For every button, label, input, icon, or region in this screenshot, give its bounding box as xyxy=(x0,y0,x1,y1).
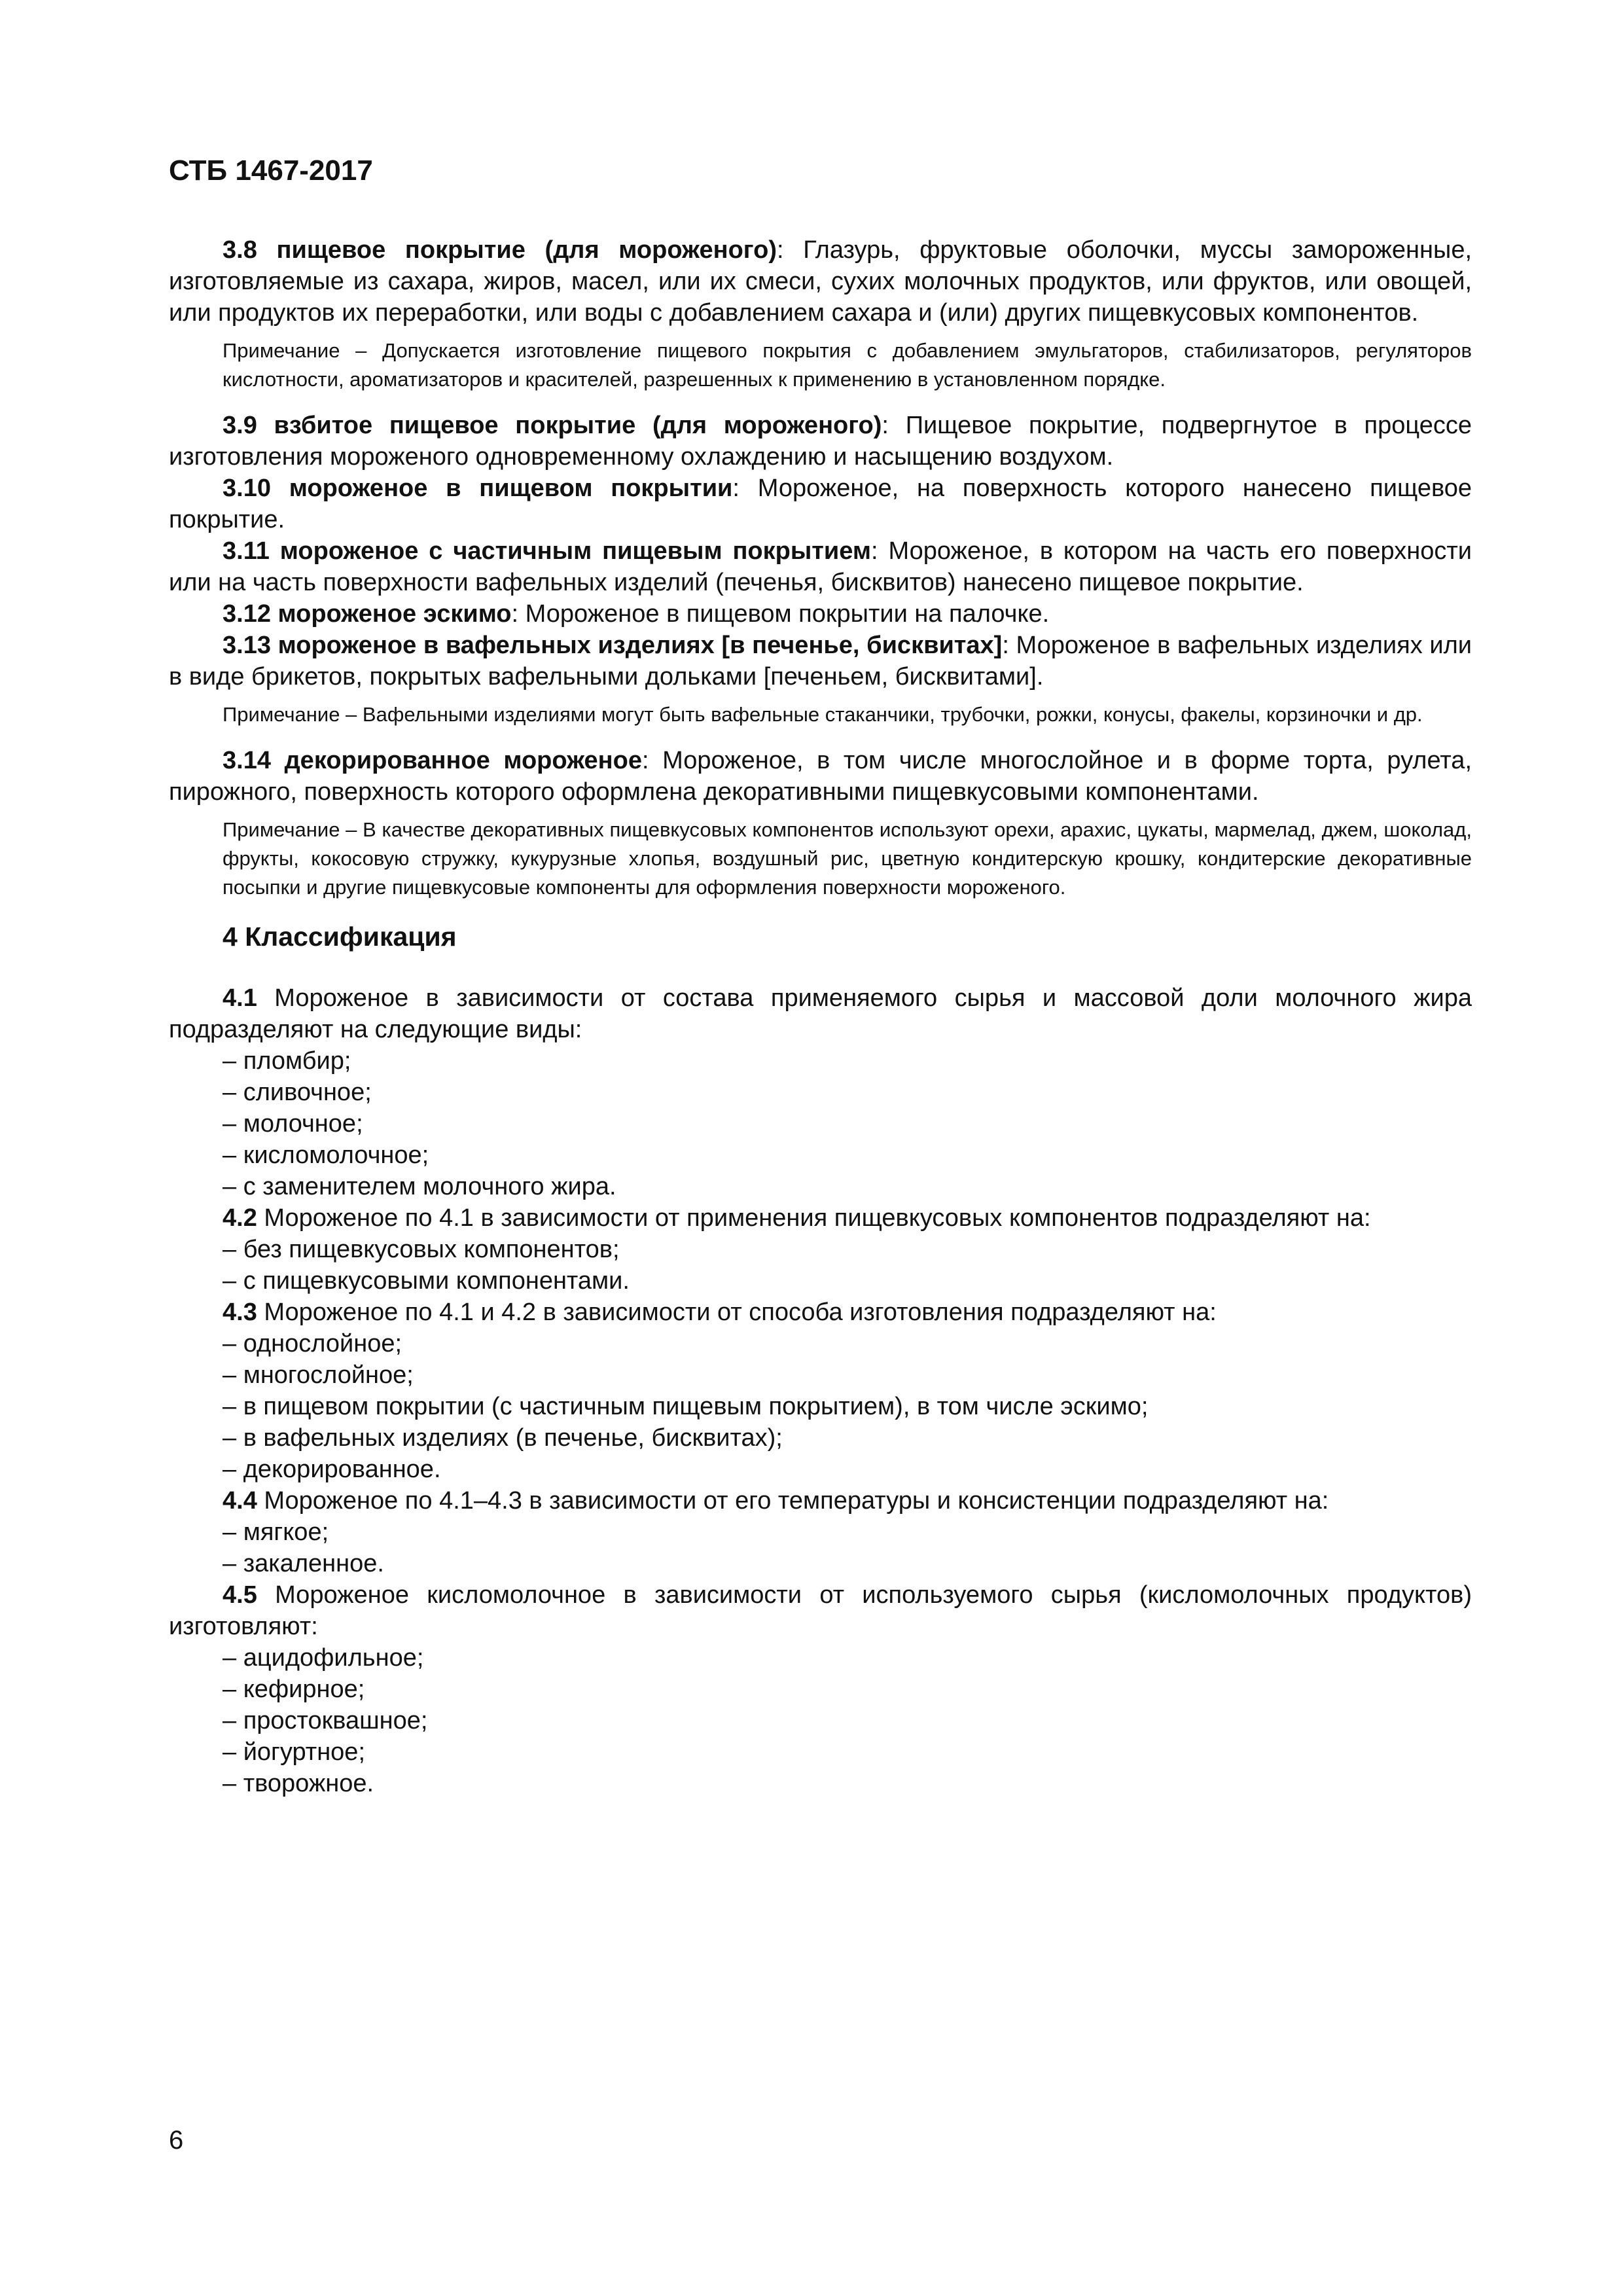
list-item: – кефирное; xyxy=(223,1676,365,1703)
clause-text: Мороженое кисломолочное в зависимости от используемого сырья (кисломолочных продуктов) изготовляют: xyxy=(169,1581,1472,1640)
note-3-13: Примечание – Вафельными изделиями могут быть вафельные стаканчики, трубочки, рожки, конусы, факелы, корзиночки и др. xyxy=(223,703,1423,726)
clause-4-2 xyxy=(169,1202,1472,1234)
list-item: – с заменителем молочного жира. xyxy=(223,1173,616,1200)
clause-text: Мороженое по 4.1 в зависимости от применения пищевкусовых компонентов подразделяют на: xyxy=(257,1204,1371,1232)
list-item: – в пищевом покрытии (с частичным пищевым покрытием), в том числе эскимо; xyxy=(223,1393,1149,1420)
clause-text: Мороженое по 4.1 и 4.2 в зависимости от способа изготовления подразделяют на: xyxy=(257,1299,1217,1326)
term: мороженое в пищевом покрытии xyxy=(289,475,733,502)
term: мороженое с частичным пищевым покрытием xyxy=(279,537,872,565)
list-item: – пломбир; xyxy=(223,1047,351,1075)
clause-number: 3.10 xyxy=(223,475,271,502)
definition: : Мороженое, в котором на часть его поверхности или на часть поверхности вафельных изделий (печенья, бисквитов) нанесено пищевое покрытие. xyxy=(169,537,1472,596)
clause-3-14 xyxy=(169,745,1472,808)
clause-4-5 xyxy=(169,1579,1472,1642)
list-item: – сливочное; xyxy=(223,1079,372,1106)
clause-3-13 xyxy=(169,630,1472,692)
term: мороженое эскимо xyxy=(277,600,512,628)
list-item: – декорированное. xyxy=(223,1456,441,1483)
list-item: – многослойное; xyxy=(223,1361,414,1389)
clause-4-1 xyxy=(169,982,1472,1045)
standard-code: СТБ 1467-2017 xyxy=(169,154,373,187)
definition: : Мороженое в пищевом покрытии на палочке. xyxy=(511,600,1050,628)
clause-number: 3.14 xyxy=(223,747,271,774)
list-item: – кисломолочное; xyxy=(223,1141,429,1169)
clause-number: 4.1 xyxy=(223,984,257,1012)
definition: : Мороженое, в том числе многослойное и в форме торта, рулета, пирожного, поверхность которого оформлена декоративными пищевкусовыми компонентами. xyxy=(169,747,1472,806)
clause-4-4 xyxy=(169,1485,1472,1516)
list-item: – молочное; xyxy=(223,1110,363,1138)
clause-3-9 xyxy=(169,410,1472,473)
list-item: – творожное. xyxy=(223,1770,374,1797)
definition: : Глазурь, фруктовые оболочки, муссы замороженные, изготовляемые из сахара, жиров, масел, или их смеси, сухих молочных продуктов, или фруктов, или овощей, или продуктов их переработки, или воды с добавлением сахара и (или) других пищевкусовых компонентов. xyxy=(169,236,1472,327)
list-item: – закаленное. xyxy=(223,1550,384,1577)
list-item: – с пищевкусовыми компонентами. xyxy=(223,1267,630,1295)
definition: : Мороженое, на поверхность которого нанесено пищевое покрытие. xyxy=(169,475,1472,533)
note-3-14: Примечание – В качестве декоративных пищевкусовых компонентов используют орехи, арахис, цукаты, мармелад, джем, шоколад, фрукты, кокосовую стружку, кукурузные хлопья, воздушный рис, цветную кондитерскую крошку, кондитерские декоративные посыпки и другие пищевкусовые компоненты для оформления поверхности мороженого. xyxy=(223,818,1472,899)
clause-number: 4.3 xyxy=(223,1299,257,1326)
page-number: 6 xyxy=(169,2126,184,2155)
list-item: – йогуртное; xyxy=(223,1738,365,1766)
clause-text: Мороженое в зависимости от состава применяемого сырья и массовой доли молочного жира подразделяют на следующие виды: xyxy=(169,984,1472,1043)
clause-number: 3.12 xyxy=(223,600,271,628)
clause-number: 3.11 xyxy=(223,537,270,565)
clause-3-8 xyxy=(169,234,1472,329)
term: взбитое пищевое покрытие (для мороженого) xyxy=(274,412,882,439)
document-body xyxy=(169,234,1472,1799)
clause-4-3 xyxy=(169,1297,1472,1328)
clause-number: 4.2 xyxy=(223,1204,257,1232)
definition: : Мороженое в вафельных изделиях или в виде брикетов, покрытых вафельными дольками [печеньем, бисквитами]. xyxy=(169,632,1472,691)
clause-3-11 xyxy=(169,535,1472,598)
term: мороженое в вафельных изделиях [в печенье, бисквитах] xyxy=(277,632,1003,659)
list-item: – однослойное; xyxy=(223,1330,402,1357)
clause-number: 4.5 xyxy=(223,1581,257,1609)
list-item: – без пищевкусовых компонентов; xyxy=(223,1236,620,1263)
clause-3-12 xyxy=(169,598,1472,630)
term: декорированное мороженое xyxy=(284,747,642,774)
list-item: – простоквашное; xyxy=(223,1707,428,1734)
list-item: – ацидофильное; xyxy=(223,1644,424,1672)
note-3-8: Примечание – Допускается изготовление пищевого покрытия с добавлением эмульгаторов, стабилизаторов, регуляторов кислотности, ароматизаторов и красителей, разрешенных к применению в установленном порядке. xyxy=(223,339,1472,391)
clause-number: 3.13 xyxy=(223,632,271,659)
clause-number: 4.4 xyxy=(223,1487,257,1515)
definition: : Пищевое покрытие, подвергнутое в процессе изготовления мороженого одновременному охлаждению и насыщению воздухом. xyxy=(169,412,1472,471)
clause-3-10 xyxy=(169,473,1472,535)
clause-number: 3.8 xyxy=(223,236,257,264)
clause-number: 3.9 xyxy=(223,412,257,439)
list-item: – в вафельных изделиях (в печенье, бисквитах); xyxy=(223,1424,783,1452)
section-heading: 4 Классификация xyxy=(223,922,457,952)
term: пищевое покрытие (для мороженого) xyxy=(276,236,777,264)
clause-text: Мороженое по 4.1–4.3 в зависимости от его температуры и консистенции подразделяют на: xyxy=(257,1487,1329,1515)
list-item: – мягкое; xyxy=(223,1518,329,1546)
